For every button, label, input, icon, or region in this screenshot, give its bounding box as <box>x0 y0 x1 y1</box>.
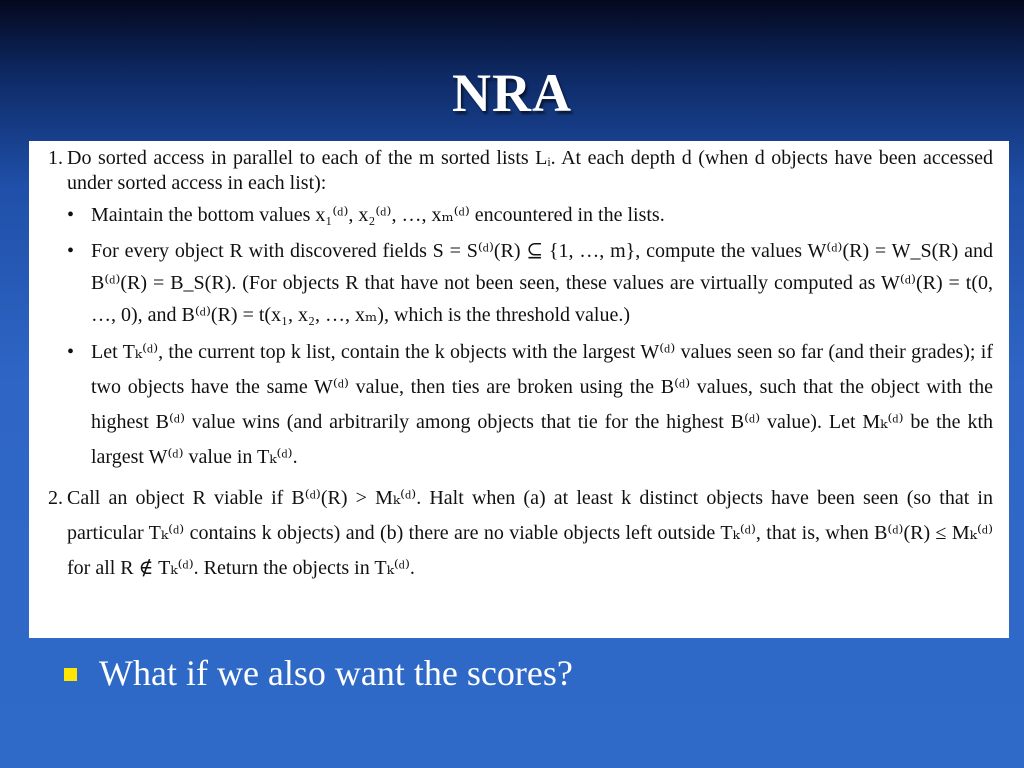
step-1-text: Do sorted access in parallel to each of the m sorted lists Lᵢ. At each depth d (when d objects have been accessed under sorted access in each list): <box>67 147 993 194</box>
step-1-bullet-list <box>67 200 993 475</box>
step-1 <box>33 146 993 475</box>
bullet-dot-icon: • <box>67 341 75 363</box>
step-2 <box>33 481 993 586</box>
bullet-dot-icon: • <box>67 204 75 226</box>
footer-bullet-text: What if we also want the scores? <box>99 653 573 693</box>
algorithm-box <box>29 141 1009 638</box>
step-2-number: 2. <box>48 487 63 509</box>
bullet-text: Maintain the bottom values x₁⁽ᵈ⁾, x₂⁽ᵈ⁾, …, xₘ⁽ᵈ⁾ encountered in the lists. <box>91 204 665 226</box>
step-1-number: 1. <box>48 147 63 169</box>
bullet-dot-icon: • <box>67 240 75 262</box>
step-2-text: Call an object R viable if B⁽ᵈ⁾(R) > Mₖ⁽ᵈ⁾. Halt when (a) at least k distinct objects have been seen (so that in particular Tₖ⁽ᵈ⁾ contains k objects) and (b) there are no viable objects left outside Tₖ⁽ᵈ⁾, that is, when B⁽ᵈ⁾(R) ≤ Mₖ⁽ᵈ⁾ for all R ∉ Tₖ⁽ᵈ⁾. Return the objects in Tₖ⁽ᵈ⁾. <box>67 487 993 579</box>
bullet-top-k-list <box>67 335 993 475</box>
slide-title: NRA <box>452 63 572 123</box>
bullet-bottom-values <box>67 200 993 231</box>
bullet-compute-values <box>67 235 993 331</box>
step-1-body <box>67 146 993 475</box>
bullet-text: For every object R with discovered fields S = S⁽ᵈ⁾(R) ⊆ {1, …, m}, compute the values W⁽ᵈ⁾(R) = W_S(R) and B⁽ᵈ⁾(R) = B_S(R). (For objects R that have not been seen, these values are virtually computed as W⁽ᵈ⁾(R) = t(0, …, 0), and B⁽ᵈ⁾(R) = t(x₁, x₂, …, xₘ), which is the threshold value.) <box>91 240 993 326</box>
footer-bullet <box>64 652 573 694</box>
bullet-text: Let Tₖ⁽ᵈ⁾, the current top k list, contain the k objects with the largest W⁽ᵈ⁾ values seen so far (and their grades); if two objects have the same W⁽ᵈ⁾ value, then ties are broken using the B⁽ᵈ⁾ values, such that the object with the highest B⁽ᵈ⁾ value wins (and arbitrarily among objects that tie for the highest B⁽ᵈ⁾ value). Let Mₖ⁽ᵈ⁾ be the kth largest W⁽ᵈ⁾ value in Tₖ⁽ᵈ⁾. <box>91 341 993 468</box>
square-bullet-icon <box>64 668 77 681</box>
step-2-body <box>67 481 993 586</box>
